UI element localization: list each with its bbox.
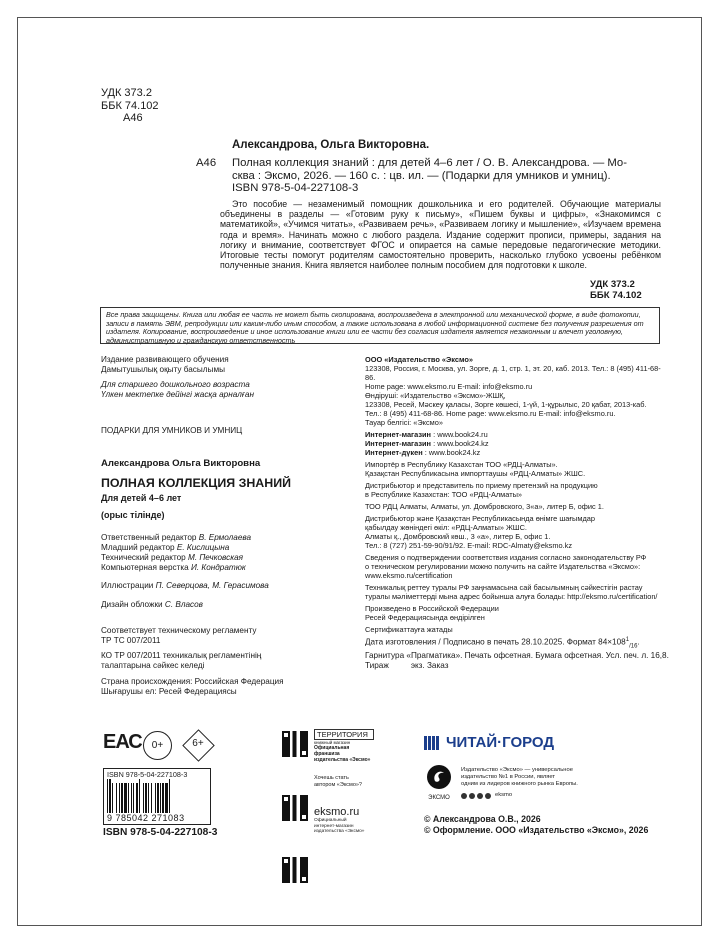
publisher-name: ООО «Издательство «Эксмо» xyxy=(365,355,473,364)
author-name: Александрова Ольга Викторовна xyxy=(101,458,261,469)
copyright-block xyxy=(424,814,648,836)
telegram-icon xyxy=(469,793,475,799)
desc-line-1: Полная коллекция знаний : для детей 4–6 лет / О. В. Александрова. — Мо- xyxy=(232,157,627,169)
annotation: Это пособие — незаменимый помощник дошкольника и его родителей. Обучающие материалы объединены в разделы — «Готовим руку к письму», «Пишем буквы и цифры», «Знакомимся с математикой», «Учимся читать», «Развиваем речь», «Развиваем логику и мышление», «Изучаем времена года и время». Начинать можно с любого раздела. Издание содержит прописи, примеры, задания на логику и внимание, соответствует ФГОС и опирается на самые передовые педагогические методики. Итоговые тесты помогут родителям самостоятельно проверить, насколько глубоко усвоены ребёнком полученные знания. Книга является наиболее полным пособием для подготовки к школе. xyxy=(220,199,661,271)
book-language: (орыс тілінде) xyxy=(101,510,165,520)
country-kz: Шығарушы ел: Ресей Федерациясы xyxy=(101,687,237,696)
age-ru: Для старшего дошкольного возраста xyxy=(101,380,250,389)
edition-ru: Издание развивающего обучения xyxy=(101,355,229,364)
barcode-block: ISBN 978-5-04-227108-3 9 785042 271083 xyxy=(103,768,211,825)
edition-block xyxy=(101,355,331,400)
publisher-block: ООО «Издательство «Эксмо» 123308, Россия, г. Москва, ул. Зорге, д. 1, стр. 1, эт. 20, каб. 2013. Тел.: 8 (495) 411-68-86. Home page: www.eksmo.ru E-mail: info@eksmo.ru Өндіруші: «Издательство «Эксмо»-ЖШҚ, 123308, Ресей, Мәскеу қаласы, Зорге көшесі, 1-үй, 1-құрылыс, 20 қабат, 2013-каб. Тел.: 8 (495) 411-68-86. Home page: www.eksmo.ru E-mail: info@eksmo.ru. Тауар белгісі: «Эксмо» Интернет-магазин : www.book24.ru Интернет-магазин : www.book24.kz Интернет-дүкен : www.book24.kz Импортёр в Республику Казахстан ТОО «РДЦ-Алматы». Қазақстан Республикасына импорттаушы «РДЦ-Алматы» ЖШС. Дистрибьютор и представитель по приему претензий на продукцию в Республике Казахстан: ТОО «РДЦ-Алматы» ТОО РДЦ Алматы, Алматы, ул. Домбровского, 3«а», литер Б, офис 1. Дистрибьютор және Қазақстан Республикасында өнімге шағымдар қабылдау жөніндегі өкіл: «РДЦ-Алматы» ЖШС. Алматы қ., Домбровский көш., 3 «а», литер Б, офис 1. Тел.: 8 (727) 251-59-90/91/92. E-mail: RDC-Almaty@eksmo.kz Сведения о подтверждении соответствия издания согласно законодательству РФ о техническом регулировании можно получить на сайте Издательства «Эксмо»: www.eksmo.ru/certification Техникалық реттеу туралы РФ заңнамасына сай басылымның сәйкестігін растау туралы мәліметтерді мына адрес бойынша алуға болады: http://eksmo.ru/certification/ Произведено в Российской Федерации Ресей Федерациясында өндірілген Сертификаттауға жатады xyxy=(365,355,665,634)
bbk-code: ББК 74.102 xyxy=(101,99,159,112)
eksmo-qr-code xyxy=(282,857,308,883)
eksmo-logo-icon xyxy=(426,764,452,790)
regulation-block: Соответствует техническому регламенту ТР ТС 007/2011 КО ТР 007/2011 техникалық регламентінің талаптарына сәйкес келеді Страна происхождения: Российская Федерация Шығарушы ел: Ресей Федерациясы xyxy=(101,626,341,697)
eksmo-description: Издательство «Эксмо» — универсальное издательство №1 в России, являет одним из лидеров книжного рынка Европы. eksmo xyxy=(461,767,578,798)
eksmo-shop-logo: eksmo.ru Официальный интернет-магазин издательства «Эксмо» xyxy=(314,806,365,834)
territory-qr-code xyxy=(282,731,308,757)
print-data: Дата изготовления / Подписано в печать 28.10.2025. Формат $84\times 108^1_{/16}$. Гарнитура «Прагматика». Печать офсетная. Бумага офсетная. Усл. печ. л. 16,8. Тираж экз. Заказ xyxy=(365,637,669,671)
isbn-line: ISBN 978-5-04-227108-3 xyxy=(232,182,359,195)
udk-code: УДК 373.2 xyxy=(101,87,152,99)
eac-mark: ЕАС xyxy=(103,731,142,753)
credit-row: Ответственный редактор В. Ермолаева xyxy=(101,533,252,542)
youtube-icon xyxy=(477,793,483,799)
isbn-bottom: ISBN 978-5-04-227108-3 xyxy=(103,827,218,838)
book-title: ПОЛНАЯ КОЛЛЕКЦИЯ ЗНАНИЙ xyxy=(101,476,292,490)
cover-credit: Дизайн обложки С. Власов xyxy=(101,600,203,609)
copyright-author: © Александрова О.В., 2026 xyxy=(424,814,541,824)
social-links: eksmo xyxy=(461,792,578,799)
bibliographic-description xyxy=(232,157,652,195)
vk-icon xyxy=(461,793,467,799)
chitai-gorod-logo: ЧИТАЙ·ГОРОД xyxy=(424,734,554,751)
age-rating-0: 0+ xyxy=(143,731,172,760)
age-rating-6: 6+ xyxy=(184,731,212,759)
credits-list xyxy=(101,533,331,573)
book-subtitle: Для детей 4–6 лет xyxy=(101,493,182,503)
author-mark: А46 xyxy=(123,112,143,124)
author-mark-main: А46 xyxy=(196,157,217,169)
top-codes xyxy=(101,87,159,125)
ok-icon xyxy=(485,793,491,799)
author-invite: Хочешь стать автором «Эксмо»? xyxy=(314,775,362,788)
copyright-design: © Оформление. ООО «Издательство «Эксмо», 2026 xyxy=(424,825,649,835)
udk-bottom-block xyxy=(590,279,642,301)
book-stack-icon xyxy=(424,736,444,750)
author-heading: Александрова, Ольга Викторовна. xyxy=(232,139,430,151)
udk-bottom: УДК 373.2 xyxy=(590,279,635,290)
edition-kz: Дамытушылық оқыту басылымы xyxy=(101,365,225,374)
barcode-bar xyxy=(170,779,172,813)
eksmo-logo: ЭКСМО xyxy=(424,764,454,801)
author-qr-code xyxy=(282,795,308,821)
credit-row: Младший редактор Е. Кислицына xyxy=(101,543,230,552)
series-name: ПОДАРКИ ДЛЯ УМНИКОВ И УМНИЦ xyxy=(101,426,243,435)
rights-notice: Все права защищены. Книга или любая ее часть не может быть скопирована, воспроизведена в электронной или механической форме, в виде фотокопии, записи в память ЭВМ, репродукции или каким-либо иным способом, а также использована в любой информационной системе без получения разрешения от издателя. Копирование, воспроизведение и иное использование книги или ее части без согласия издателя является незаконным и влечет уголовную, административную и гражданскую ответственность xyxy=(100,307,660,344)
illustrations-credit: Иллюстрации П. Северцова, М. Герасимова xyxy=(101,581,269,590)
barcode-image xyxy=(107,779,207,813)
credit-row: Компьютерная верстка И. Кондратюк xyxy=(101,563,246,572)
desc-line-2: сква : Эксмо, 2026. — 160 с. : цв. ил. — (Подарки для умников и умниц). xyxy=(232,169,611,182)
age-kz: Үлкен мектепке дейінгі жасқа арналған xyxy=(101,390,254,399)
credit-row: Технический редактор М. Печковская xyxy=(101,553,244,562)
territory-logo: ТЕРРИТОРИЯ книжный магазин Официальная франшиза издательства «Эксмо» xyxy=(314,729,374,763)
country-ru: Страна происхождения: Российская Федерация xyxy=(101,677,284,686)
bbk-bottom: ББК 74.102 xyxy=(590,290,642,301)
